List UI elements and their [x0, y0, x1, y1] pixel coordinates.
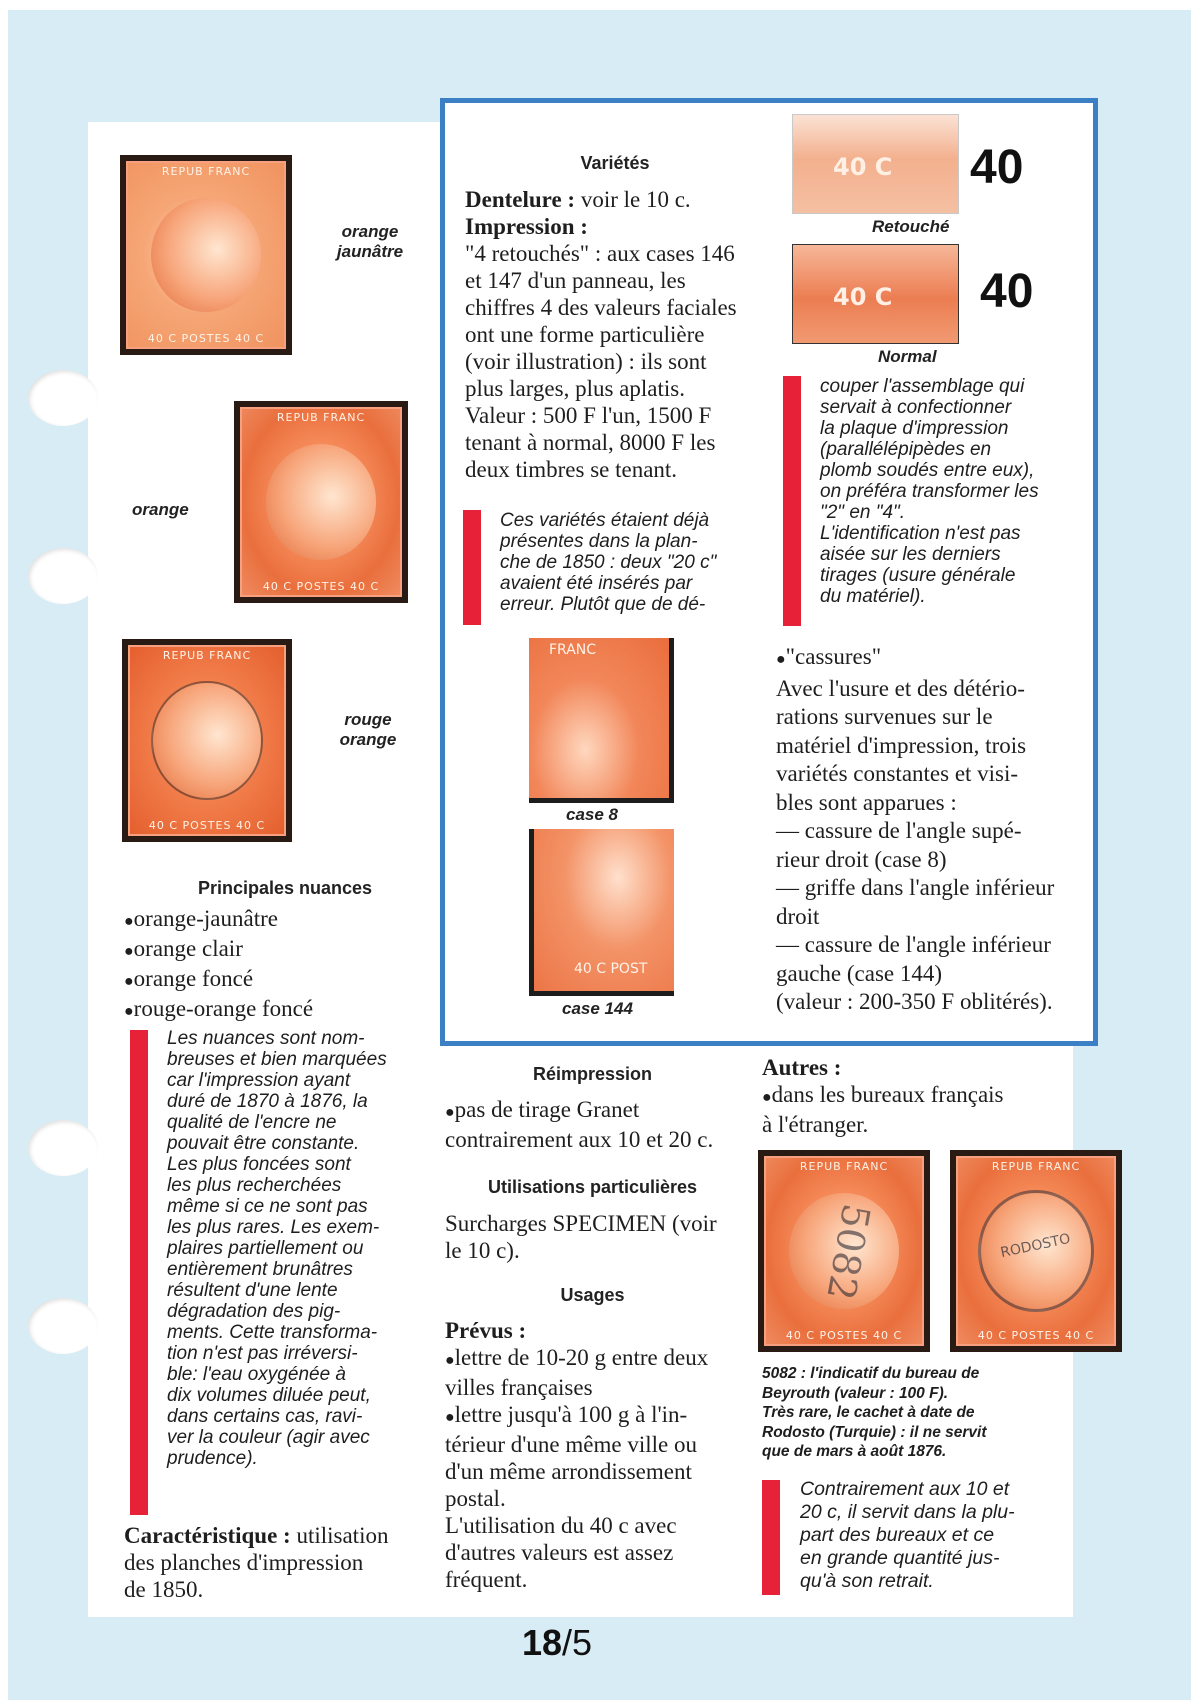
stamp-beyrouth-5082: [758, 1150, 930, 1352]
note-line: erreur. Plutôt que de dé-: [500, 594, 706, 615]
impression-label: Impression :: [465, 214, 588, 239]
detail-label: 40 C: [833, 283, 893, 311]
note-line: pouvait être constante.: [167, 1133, 360, 1154]
retouche-label: Retouché: [872, 217, 950, 236]
note-line: prudence).: [167, 1448, 258, 1469]
ceres-portrait: [151, 681, 263, 801]
caption-line: jaunâtre: [336, 242, 404, 261]
note-line: dix volumes diluée peut,: [167, 1385, 371, 1406]
note-line: ver la couleur (agir avec: [167, 1427, 370, 1448]
note-line: "2" en "4".: [820, 502, 906, 523]
text-line: ● pas de tirage Granet: [445, 1096, 740, 1126]
text-line: ● dans les bureaux français: [762, 1081, 1062, 1111]
note-line: les plus rares. Les exem-: [167, 1217, 380, 1238]
stamp-bottom-text: 40 C POSTES 40 C: [148, 819, 266, 832]
stamp-rouge-orange: [122, 639, 292, 842]
stamp-bottom-text: 40 C POSTES 40 C: [785, 1329, 903, 1342]
caption-line: rouge: [344, 710, 392, 729]
note-line: la plaque d'impression: [820, 418, 1009, 439]
varietes-note-continued: [820, 376, 1065, 607]
ceres-portrait: [266, 444, 377, 559]
note-line: L'identification n'est pas: [820, 523, 1021, 544]
stamp-orange: [234, 401, 408, 603]
varietes-text: [465, 186, 760, 483]
utilisations-title: Utilisations particulières: [487, 1177, 698, 1197]
text-line: et 147 d'un panneau, les: [465, 268, 686, 293]
text-line: des planches d'impression: [124, 1550, 364, 1575]
retouche-digit: 40: [970, 141, 1024, 194]
binder-hole: [28, 370, 98, 426]
case-144-image: [529, 829, 674, 996]
note-line: che de 1850 : deux "20 c": [500, 552, 717, 573]
text-line: d'autres valeurs est assez: [445, 1540, 674, 1565]
text-line: le 10 c).: [445, 1238, 520, 1263]
reimpression-title: Réimpression: [532, 1064, 653, 1084]
note-line: résultent d'une lente: [167, 1280, 338, 1301]
note-line: Ces variétés étaient déjà: [500, 510, 710, 531]
nuance-item: ● orange-jaunâtre: [124, 905, 444, 935]
nuance-item: ● rouge-orange foncé: [124, 995, 444, 1025]
text-line: contrairement aux 10 et 20 c.: [445, 1127, 714, 1152]
cancel-5082: 5082: [818, 1200, 879, 1304]
caption-line: orange: [339, 730, 397, 749]
note-line: avaient été insérés par: [500, 573, 693, 594]
caption-line: orange: [341, 222, 399, 241]
red-accent-bar: [783, 376, 801, 626]
text-line: bles sont apparues :: [776, 789, 957, 815]
stamp-bottom-text: 40 C POSTES 40 C: [262, 580, 380, 593]
note-line: les plus recherchées: [167, 1175, 342, 1196]
note-line: ments. Cette transforma-: [167, 1322, 378, 1343]
note-line: servait à confectionner: [820, 397, 1012, 418]
note-line: on préféra transformer les: [820, 481, 1039, 502]
text-line: tenant à normal, 8000 F les: [465, 430, 716, 455]
case-8-image: [529, 638, 674, 803]
case-144-label: case 144: [562, 999, 633, 1018]
binder-hole: [28, 548, 98, 604]
stamp-rodosto: [950, 1150, 1122, 1352]
stamp-bottom-text: 40 C POSTES 40 C: [977, 1329, 1095, 1342]
stamp-caption: [335, 222, 405, 262]
caption-line: orange: [132, 500, 189, 519]
detail-label: 40 C POST: [574, 961, 648, 977]
text-line: L'utilisation du 40 c avec: [445, 1513, 677, 1538]
normal-label: Normal: [878, 347, 937, 366]
text-line: droit: [776, 903, 820, 929]
text-line: deux timbres se tenant.: [465, 457, 678, 482]
stamp-top-text: REPUB FRANC: [276, 411, 366, 424]
stamp-top-text: REPUB FRANC: [162, 649, 252, 662]
stamp-caption: [132, 500, 189, 520]
note-line: couper l'assemblage qui: [820, 376, 1025, 397]
text-line: — griffe dans l'angle inférieur: [776, 875, 1055, 900]
caracteristique-label: Caractéristique :: [124, 1523, 291, 1548]
text-line: chiffres 4 des valeurs faciales: [465, 295, 737, 320]
text-line: de 1850.: [124, 1577, 204, 1602]
stamp-top-text: REPUB FRANC: [991, 1160, 1081, 1173]
text-line: Avec l'usure et des détério-: [776, 675, 1025, 701]
note-line: Contrairement aux 10 et: [800, 1478, 1010, 1500]
text-line: fréquent.: [445, 1567, 528, 1592]
autres-label: Autres :: [762, 1055, 842, 1080]
text-line: postal.: [445, 1486, 506, 1511]
red-accent-bar: [130, 1030, 148, 1515]
nuances-note: [167, 1028, 417, 1469]
text-line: (voir illustration) : ils sont: [465, 349, 707, 374]
note-line: plaires partiellement ou: [167, 1238, 364, 1259]
note-line: breuses et bien marquées: [167, 1049, 387, 1070]
note-line: tion n'est pas irréversi-: [167, 1343, 358, 1364]
cassures-heading: ● "cassures": [776, 643, 1071, 675]
text-line: gauche (case 144): [776, 960, 943, 986]
usages-text: [445, 1317, 740, 1593]
text-line: variétés constantes et visi-: [776, 761, 1019, 786]
nuance-item: ● orange clair: [124, 935, 444, 965]
text-line: utilisation: [290, 1523, 389, 1548]
text-line: d'un même arrondissement: [445, 1459, 692, 1484]
page-number: [522, 1622, 592, 1664]
note-line: (parallélépipèdes en: [820, 439, 992, 460]
note-line: ble: l'eau oxygénée à: [167, 1364, 346, 1385]
page-number-bold: 18: [522, 1622, 563, 1663]
caption-line: Beyrouth (valeur : 100 F).: [762, 1384, 949, 1402]
stamp-caption: [333, 710, 403, 750]
autres-note: [800, 1478, 1050, 1593]
note-line: du matériel).: [820, 586, 926, 607]
text-line: — cassure de l'angle inférieur: [776, 932, 1051, 957]
note-line: plomb soudés entre eux),: [820, 460, 1035, 481]
binder-hole: [28, 1298, 98, 1354]
stamp-bottom-text: 40 C POSTES 40 C: [147, 331, 265, 345]
autres-text: [762, 1054, 1062, 1138]
detail-label: FRANC: [549, 642, 597, 658]
note-line: Les nuances sont nom-: [167, 1028, 365, 1049]
nuances-list: [124, 905, 444, 1025]
note-line: même si ce ne sont pas: [167, 1196, 368, 1217]
caption-line: 5082 : l'indicatif du bureau de: [762, 1365, 980, 1382]
caption-line: Très rare, le cachet à date de: [762, 1404, 975, 1421]
binder-hole: [28, 1120, 98, 1176]
text-line: ont une forme particulière: [465, 322, 705, 347]
stamps-caption: [762, 1364, 1072, 1462]
text-line: ● lettre de 10-20 g entre deux: [445, 1344, 740, 1374]
note-line: car l'impression ayant: [167, 1070, 351, 1091]
text-line: villes françaises: [445, 1375, 593, 1400]
ceres-portrait: [151, 198, 260, 312]
detail-label: 40 C: [833, 153, 893, 181]
note-line: Les plus foncées sont: [167, 1154, 351, 1175]
text-line: plus larges, plus aplatis.: [465, 376, 685, 401]
text-line: térieur d'une même ville ou: [445, 1432, 697, 1457]
nuance-item: ● orange foncé: [124, 965, 444, 995]
normal-digit: 40: [980, 265, 1034, 318]
note-line: qualité de l'encre ne: [167, 1112, 337, 1133]
note-line: tirages (usure générale: [820, 565, 1016, 586]
text-line: (valeur : 200-350 F oblitérés).: [776, 989, 1053, 1014]
note-line: entièrement brunâtres: [167, 1259, 353, 1280]
varietes-title: Variétés: [580, 153, 650, 173]
usages-title: Usages: [560, 1285, 625, 1305]
note-line: part des bureaux et ce: [800, 1524, 995, 1546]
text-line: rieur droit (case 8): [776, 846, 947, 872]
text-line: voir le 10 c.: [575, 187, 691, 212]
reimpression-text: [445, 1096, 740, 1153]
note-line: duré de 1870 à 1876, la: [167, 1091, 368, 1112]
prevus-label: Prévus :: [445, 1318, 527, 1343]
page-number-rest: /5: [562, 1622, 593, 1663]
case-8-label: case 8: [566, 805, 618, 824]
stamp-top-text: REPUB FRANC: [799, 1160, 889, 1173]
stamp-top-text: REPUB FRANC: [161, 165, 251, 178]
note-line: qu'à son retrait.: [800, 1570, 934, 1592]
note-line: dans certains cas, ravi-: [167, 1406, 363, 1427]
utilisations-text: [445, 1210, 740, 1264]
text-line: — cassure de l'angle supé-: [776, 818, 1022, 843]
red-accent-bar: [762, 1480, 780, 1595]
nuances-title: Principales nuances: [197, 878, 373, 898]
varietes-note: [500, 510, 745, 615]
note-line: en grande quantité jus-: [800, 1547, 1000, 1569]
text-line: matériel d'impression, trois: [776, 732, 1027, 758]
cassures-text: [776, 643, 1071, 1017]
red-accent-bar: [463, 510, 481, 625]
caracteristique-paragraph: [124, 1522, 454, 1603]
text-line: Surcharges SPECIMEN (voir: [445, 1211, 717, 1236]
note-line: 20 c, il servit dans la plu-: [800, 1501, 1015, 1523]
stamp-orange-jaunatre: [120, 155, 292, 355]
text-line: à l'étranger.: [762, 1112, 869, 1137]
cancel-rodosto: RODOSTO: [999, 1230, 1072, 1262]
text-line: rations survenues sur le: [776, 704, 993, 729]
normal-detail-image: [792, 244, 959, 344]
retouche-detail-image: [792, 114, 959, 214]
text-line: ● lettre jusqu'à 100 g à l'in-: [445, 1401, 740, 1431]
text-line: Valeur : 500 F l'un, 1500 F: [465, 403, 712, 428]
text-line: "4 retouchés" : aux cases 146: [465, 241, 735, 266]
caption-line: que de mars à août 1876.: [762, 1443, 947, 1460]
note-line: présentes dans la plan-: [500, 531, 698, 552]
note-line: aisée sur les derniers: [820, 544, 1001, 565]
caption-line: Rodosto (Turquie) : il ne servit: [762, 1423, 987, 1441]
dentelure-label: Dentelure :: [465, 187, 576, 212]
note-line: dégradation des pig-: [167, 1301, 341, 1322]
